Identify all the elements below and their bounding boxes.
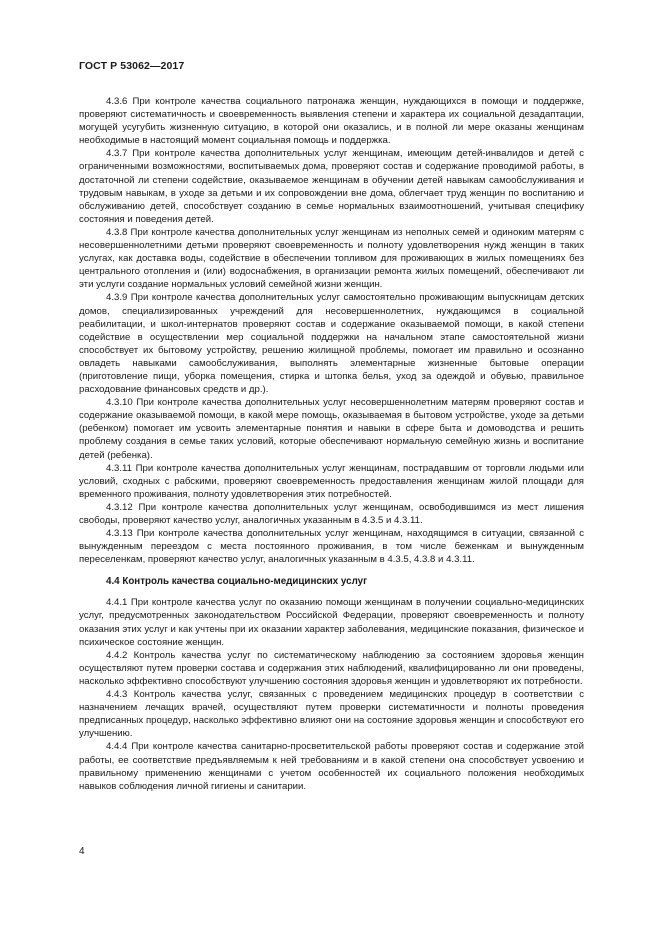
- paragraph-4-3-11: 4.3.11 При контроле качества дополнительных услуг женщинам, пострадавшим от торговли людьми или условий, сходных с рабскими, проверяют своевременность предоставления женщинам жилой площади для временного проживания, полноту удовлетворения этих потребностей.: [79, 462, 584, 500]
- page-number: 4: [79, 846, 85, 857]
- section-heading-4-4: 4.4 Контроль качества социально-медицинских услуг: [106, 576, 368, 588]
- document-body: [79, 95, 584, 793]
- paragraph-4-3-7: 4.3.7 При контроле качества дополнительных услуг женщинам, имеющим детей-инвалидов и детей с ограниченными возможностями, воспитываемых дома, проверяют состав и содержание проводимой работы, в достаточной ли степени содействие, оказываемое женщинам в обучении детей навыкам самообслуживания и трудовым навыкам, в уходе за детьми и их сопровождении вне дома, облегчает труд женщин по воспитанию и обслуживанию детей, способствует созданию в семье нормальных взаимоотношений, учитывая специфику состояния и поведения детей.: [79, 148, 584, 225]
- paragraph-4-4-4: 4.4.4 При контроле качества санитарно-просветительской работы проверяют состав и содержание этой работы, ее соответствие предъявляемым к ней требованиям и в какой степени она способствует усвоению и правильному применению женщинами с учетом особенностей их социального положения необходимых навыков соблюдения личной гигиены и санитарии.: [79, 741, 584, 792]
- document-header: ГОСТ Р 53062—2017: [79, 60, 185, 72]
- paragraph-4-4-1: 4.4.1 При контроле качества услуг по оказанию помощи женщинам в получении социально-медицинских услуг, предусмотренных законодательством Российской Федерации, проверяют своевременность и полноту оказания этих услуг и как учтены при их оказании характер заболевания, медицинские показания, физическое и психическое состояние женщин.: [79, 597, 584, 648]
- paragraph-4-3-10: 4.3.10 При контроле качества дополнительных услуг несовершеннолетним матерям проверяют состав и содержание оказываемой помощи, в какой мере помощь, оказываемая в бытовом устройстве, уходе за детьми (ребенком) помогает им усвоить элементарные понятия и навыки в сфере быта и домоводства и решить проблему создания в семье таких условий, которые обеспечивают нормальную семейную жизнь и воспитание детей (ребенка).: [79, 397, 584, 461]
- paragraph-4-4-3: 4.4.3 Контроль качества услуг, связанных с проведением медицинских процедур в соответствии с назначением лечащих врачей, осуществляют путем проверки систематичности и полноты проведения предписанных процедур, насколько эффективно влияют они на состояние здоровья женщин и способствуют его улучшению.: [79, 689, 584, 740]
- paragraph-4-3-13: 4.3.13 При контроле качества дополнительных услуг женщинам, находящимся в ситуации, связанной с вынужденным переездом с места постоянного проживания, в том числе беженкам и вынужденным переселенкам, проверяют качество услуг, аналогичных указанным в 4.3.5, 4.3.8 и 4.3.11.: [79, 528, 584, 566]
- paragraph-4-3-9: 4.3.9 При контроле качества дополнительных услуг самостоятельно проживающим выпускницам детских домов, специализированных учреждений для несовершеннолетних, нуждающимся в социальной реабилитации, и школ-интернатов проверяют состав и содержание оказываемой помощи, в какой степени содействие в осуществлении мер социальной поддержки на начальном этапе самостоятельной жизни способствует их бытовому устройству, решению жилищной проблемы, помогает им правильно и осознанно овладеть навыками самообслуживания, выполнять элементарные жизненные бытовые операции (приготовление пищи, уборка помещения, стирка и штопка белья, уход за одеждой и обувью, правильное расходование финансовых средств и др.).: [79, 292, 584, 396]
- paragraph-4-3-12: 4.3.12 При контроле качества дополнительных услуг женщинам, освободившимся из мест лишения свободы, проверяют качество услуг, аналогичных указанным в 4.3.5 и 4.3.11.: [79, 501, 584, 526]
- paragraph-4-3-8: 4.3.8 При контроле качества дополнительных услуг женщинам из неполных семей и одиноким матерям с несовершеннолетними детьми проверяют своевременность и полноту удовлетворения нужд женщин в таких услугах, как доставка воды, содействие в обеспечении топливом для проживающих в жилых помещениях без центрального отопления и (или) водоснабжения, в организации ремонта жилых помещений, обеспечивают ли эти услуги создание нормальных условий семейной жизни женщин.: [79, 226, 584, 291]
- paragraph-4-4-2: 4.4.2 Контроль качества услуг по систематическому наблюдению за состоянием здоровья женщин осуществляют путем проверки состава и содержания этих наблюдений, квалифицированно ли они проведены, насколько эффективно способствуют улучшению состояния здоровья женщин и удовлетворяют их потребности.: [79, 649, 584, 687]
- paragraph-4-3-6: 4.3.6 При контроле качества социального патронажа женщин, нуждающихся в помощи и поддержке, проверяют систематичность и своевременность выявления степени и характера их социальной дезадаптации, могущей усугубить жизненную ситуацию, в которой они оказались, и в полной ли мере оказаны женщинам необходимые в настоящий момент социальная помощь и поддержка.: [79, 96, 584, 147]
